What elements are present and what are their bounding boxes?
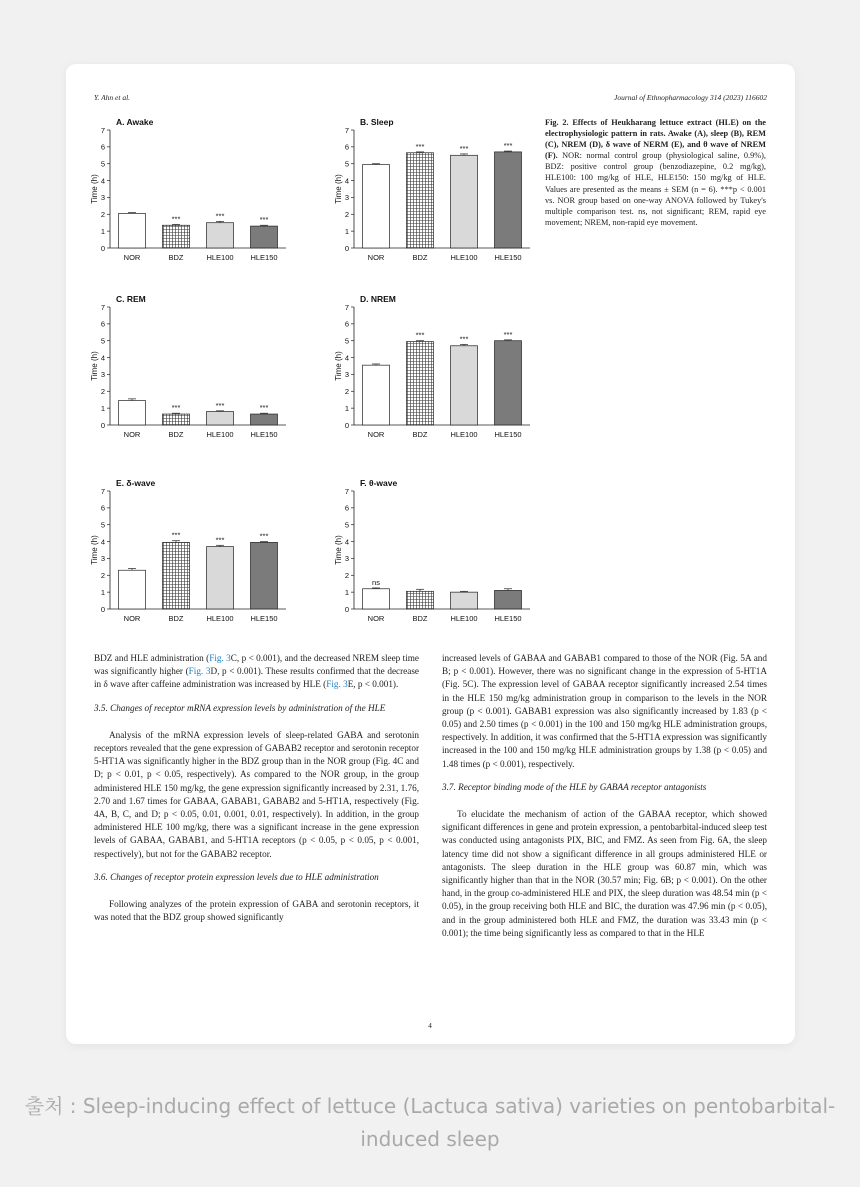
bar-hle150 xyxy=(495,341,522,425)
section-heading-3-7: 3.7. Receptor binding mode of the HLE by GABAA receptor antagonists xyxy=(442,781,707,792)
y-tick-label: 4 xyxy=(344,176,349,186)
y-tick-label: 5 xyxy=(344,520,349,530)
x-tick-label: NOR xyxy=(123,253,141,262)
x-tick-label: HLE150 xyxy=(250,614,278,623)
y-axis-label: Time (h) xyxy=(90,535,99,565)
significance-label: *** xyxy=(171,530,181,540)
significance-label: *** xyxy=(259,531,269,541)
bar-bdz xyxy=(407,591,434,609)
figure-panel-e-delta-wave xyxy=(88,473,298,628)
right-text-column xyxy=(442,652,767,940)
bar-hle150 xyxy=(495,590,522,609)
panel-title: F. θ-wave xyxy=(360,478,398,488)
y-tick-label: 5 xyxy=(344,159,349,169)
significance-label: *** xyxy=(259,215,269,225)
y-tick-label: 0 xyxy=(100,420,105,430)
y-tick-label: 4 xyxy=(344,537,349,547)
panel-title: B. Sleep xyxy=(360,117,394,127)
significance-label: *** xyxy=(503,329,513,339)
y-tick-label: 2 xyxy=(100,210,105,220)
figure-link[interactable]: Fig. 3 xyxy=(188,666,211,677)
y-tick-label: 2 xyxy=(344,571,349,581)
y-axis-label: Time (h) xyxy=(334,174,343,204)
y-tick-label: 7 xyxy=(100,125,105,135)
figure-panel-b-sleep xyxy=(332,112,542,267)
bar-hle150 xyxy=(495,152,522,248)
figure-link[interactable]: Fig. 3 xyxy=(209,653,231,663)
paragraph: Following analyzes of the protein expression of GABA and serotonin receptors, it was noted that the BDZ group showed significantly xyxy=(94,899,419,923)
significance-label: *** xyxy=(415,330,425,340)
significance-label: *** xyxy=(259,403,269,413)
figure-panel-d-nrem xyxy=(332,289,542,444)
bar-hle100 xyxy=(451,592,478,609)
x-tick-label: HLE100 xyxy=(450,253,478,262)
y-tick-label: 1 xyxy=(344,403,349,413)
panel-title: D. NREM xyxy=(360,294,396,304)
bar-bdz xyxy=(407,153,434,248)
x-tick-label: NOR xyxy=(367,614,385,623)
significance-label: *** xyxy=(215,400,225,410)
x-tick-label: HLE100 xyxy=(206,430,234,439)
significance-label: *** xyxy=(503,141,513,151)
y-tick-label: 7 xyxy=(344,125,349,135)
bar-nor xyxy=(363,165,390,248)
significance-label: *** xyxy=(459,334,469,344)
bar-nor xyxy=(119,570,146,609)
y-tick-label: 1 xyxy=(100,226,105,236)
left-text-column xyxy=(94,652,419,924)
x-tick-label: HLE150 xyxy=(494,253,522,262)
bar-hle100 xyxy=(207,412,234,425)
y-tick-label: 2 xyxy=(100,571,105,581)
significance-label: *** xyxy=(215,535,225,545)
page-number: 4 xyxy=(428,1021,432,1030)
caption-label: Fig. 2. xyxy=(545,118,569,127)
bar-bdz xyxy=(163,225,190,248)
running-header-journal: Journal of Ethnopharmacology 314 (2023) 116602 xyxy=(614,93,767,102)
x-tick-label: HLE100 xyxy=(206,614,234,623)
panel-title: C. REM xyxy=(116,294,146,304)
caption-body: NOR: normal control group (physiological saline, 0.9%), BDZ: positive control group (benzodiazepine, 0.2 mg/kg), HLE100: 100 mg/kg of HLE, HLE150: 150 mg/kg of HLE. Values are presented as the means ± SEM (n = 6). ***p < 0.001 vs. NOR group based on one-way ANOVA followed by Tukey's multiple comparison test. ns, not significant; REM, rapid eye movement; NREM, non-rapid eye movement. xyxy=(545,151,766,227)
panel-title: E. δ-wave xyxy=(116,478,156,488)
y-tick-label: 3 xyxy=(344,370,349,380)
y-tick-label: 2 xyxy=(344,210,349,220)
y-tick-label: 4 xyxy=(100,176,105,186)
significance-label: *** xyxy=(415,141,425,151)
y-axis-label: Time (h) xyxy=(90,174,99,204)
y-tick-label: 6 xyxy=(100,503,105,513)
x-tick-label: NOR xyxy=(367,430,385,439)
significance-label: *** xyxy=(171,403,181,413)
x-tick-label: BDZ xyxy=(412,253,428,262)
figure-link[interactable]: Fig. 3 xyxy=(326,679,348,690)
bar-hle100 xyxy=(207,223,234,248)
paragraph: Analysis of the mRNA expression levels of sleep-related GABA and serotonin receptors revealed that the gene expression of GABAB2 receptor and serotonin receptor 5-HT1A was significantly higher in the BDZ group than in the NOR group (Fig. 4C and D; p < 0.01, p < 0.05, respectively). As compared to the NOR group, in the group administered HLE 150 mg/kg, the gene expression significantly increased by 2.31, 1.76, 2.70 and 1.67 times for GABAA, GABAB1, GABAB2 and 5-HT1A, respectively (Fig. 4A, B, C, and D; p < 0.05, 0.01, 0.001, 0.01, respectively). In addition, in the group administered HLE 100 mg/kg, there was a significant increase in the gene expression levels of GABAA, GABAB1, and 5-HT1A receptors (p < 0.05, p < 0.05, p < 0.001, respectively), but not for the GABAB2 receptor. xyxy=(94,729,419,859)
bar-bdz xyxy=(407,342,434,425)
significance-label: *** xyxy=(459,143,469,153)
paragraph: BDZ and HLE administration (Fig. 3C, p < 0.001), and the decreased NREM sleep time was significantly higher (Fig. 3D, p < 0.001). These results confirmed that the decrease in δ wave after caffeine administration was increased by HLE (Fig. 3E, p < 0.001). xyxy=(94,653,419,690)
y-tick-label: 4 xyxy=(344,353,349,363)
y-tick-label: 7 xyxy=(344,302,349,312)
figure-panel-c-rem xyxy=(88,289,298,444)
running-header-authors: Y. Ahn et al. xyxy=(94,93,131,102)
significance-label: ns xyxy=(372,577,380,587)
caption-title: Effects of Heukharang lettuce extract (HLE) on the electrophysiologic pattern in rats. Awake (A), sleep (B), REM (C), NREM (D), δ wave of NERM (E), and θ wave of NREM (F). xyxy=(545,118,766,161)
y-tick-label: 3 xyxy=(344,554,349,564)
y-axis-label: Time (h) xyxy=(90,351,99,381)
section-heading-3-6: 3.6. Changes of receptor protein expression levels due to HLE administration xyxy=(94,871,379,882)
bar-nor xyxy=(119,213,146,248)
bar-nor xyxy=(119,401,146,425)
y-tick-label: 1 xyxy=(344,587,349,597)
x-tick-label: BDZ xyxy=(412,430,428,439)
y-tick-label: 6 xyxy=(344,319,349,329)
y-tick-label: 7 xyxy=(100,302,105,312)
y-tick-label: 3 xyxy=(100,193,105,203)
y-tick-label: 5 xyxy=(100,159,105,169)
bar-hle100 xyxy=(207,547,234,609)
bar-hle100 xyxy=(451,155,478,248)
y-tick-label: 5 xyxy=(344,336,349,346)
y-tick-label: 5 xyxy=(100,336,105,346)
y-axis-label: Time (h) xyxy=(334,535,343,565)
panel-title: A. Awake xyxy=(116,117,154,127)
x-tick-label: NOR xyxy=(367,253,385,262)
y-tick-label: 2 xyxy=(100,387,105,397)
x-tick-label: BDZ xyxy=(168,253,184,262)
y-tick-label: 4 xyxy=(100,353,105,363)
x-tick-label: HLE150 xyxy=(494,614,522,623)
paragraph: increased levels of GABAA and GABAB1 compared to those of the NOR (Fig. 5A and B; p < 0.001). However, there was no significant change in the expression of 5-HT1A (Fig. 5C). The expression level of GABAA receptor significantly increased 2.54 times in the HLE 150 mg/kg administration group in comparison to the levels in the NOR group (p < 0.001). GABAB1 expression was also significantly increased by 1.83 (p < 0.05) and 2.50 times (p < 0.001) in the 100 and 150 mg/kg HLE administration groups, respectively. In addition, it was confirmed that the 5-HT1A expression was significantly increased in the 100 and 150 mg/kg HLE administration groups by 1.38 (p < 0.05) and 1.48 times (p < 0.001), respectively. xyxy=(442,653,767,769)
y-tick-label: 1 xyxy=(344,226,349,236)
y-tick-label: 2 xyxy=(344,387,349,397)
x-tick-label: HLE150 xyxy=(250,430,278,439)
x-tick-label: HLE150 xyxy=(250,253,278,262)
y-tick-label: 6 xyxy=(344,142,349,152)
y-tick-label: 0 xyxy=(100,243,105,253)
bar-bdz xyxy=(163,414,190,425)
x-tick-label: NOR xyxy=(123,430,141,439)
bar-hle100 xyxy=(451,346,478,425)
bar-nor xyxy=(363,365,390,425)
x-tick-label: NOR xyxy=(123,614,141,623)
y-tick-label: 1 xyxy=(100,587,105,597)
bar-bdz xyxy=(163,542,190,609)
y-tick-label: 7 xyxy=(100,486,105,496)
paragraph: To elucidate the mechanism of action of the GABAA receptor, which showed significant differences in gene and protein expression, a pentobarbital-induced sleep test was conducted using antagonists PIX, BIC, and FMZ. As seen from Fig. 6A, the sleep latency time did not show a significant difference in all groups administered HLE or antagonists. The sleep duration in the HLE group was 60.87 min, which was significantly higher than that in the NOR (30.57 min; Fig. 6B; p < 0.001). On the other hand, in the group co-administered HLE and PIX, the sleep duration was 48.54 min (p < 0.05), in the group receiving both HLE and BIC, the duration was 47.96 min (p < 0.05), and in the group administered both HLE and FMZ, the duration was 33.43 min (p < 0.001); the time being significantly less as compared to that in the HLE xyxy=(442,809,767,938)
y-tick-label: 6 xyxy=(100,142,105,152)
y-tick-label: 1 xyxy=(100,403,105,413)
bar-hle150 xyxy=(251,226,278,248)
y-tick-label: 0 xyxy=(344,604,349,614)
x-tick-label: BDZ xyxy=(168,430,184,439)
bar-hle150 xyxy=(251,542,278,609)
source-credit: 출처 : Sleep-inducing effect of lettuce (Lactuca sativa) varieties on pentobarbital-induced sleep xyxy=(24,1094,836,1151)
y-tick-label: 0 xyxy=(100,604,105,614)
x-tick-label: HLE150 xyxy=(494,430,522,439)
y-tick-label: 5 xyxy=(100,520,105,530)
y-tick-label: 3 xyxy=(100,554,105,564)
figure-panel-f-theta-wave xyxy=(332,473,542,628)
x-tick-label: HLE100 xyxy=(450,430,478,439)
y-tick-label: 0 xyxy=(344,243,349,253)
y-tick-label: 0 xyxy=(344,420,349,430)
y-tick-label: 3 xyxy=(100,370,105,380)
y-axis-label: Time (h) xyxy=(334,351,343,381)
x-tick-label: BDZ xyxy=(412,614,428,623)
bar-nor xyxy=(363,589,390,609)
y-tick-label: 6 xyxy=(100,319,105,329)
significance-label: *** xyxy=(215,211,225,221)
y-tick-label: 3 xyxy=(344,193,349,203)
y-tick-label: 4 xyxy=(100,537,105,547)
section-heading-3-5: 3.5. Changes of receptor mRNA expression levels by administration of the HLE xyxy=(94,702,386,713)
y-tick-label: 6 xyxy=(344,503,349,513)
significance-label: *** xyxy=(171,214,181,224)
bar-hle150 xyxy=(251,414,278,425)
x-tick-label: HLE100 xyxy=(206,253,234,262)
figure-caption xyxy=(545,117,766,228)
figure-panel-a-awake xyxy=(88,112,298,267)
x-tick-label: HLE100 xyxy=(450,614,478,623)
y-tick-label: 7 xyxy=(344,486,349,496)
x-tick-label: BDZ xyxy=(168,614,184,623)
